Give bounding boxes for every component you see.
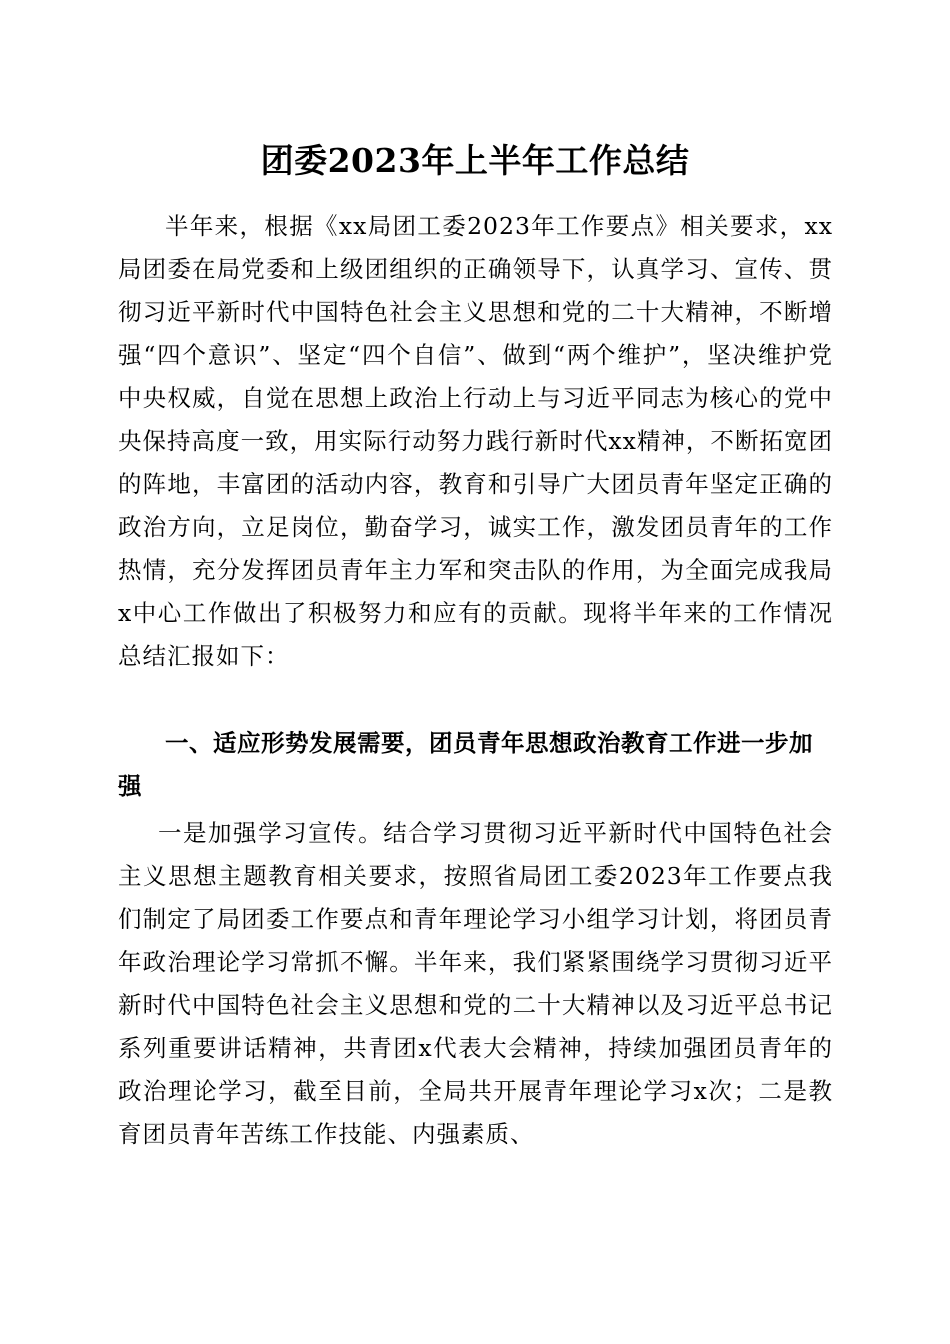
intro-paragraph: 半年来，根据《xx局团工委2023年工作要点》相关要求，xx局团委在局党委和上级团组织的正确领导下，认真学习、宣传、贯彻习近平新时代中国特色社会主义思想和党的二十大精神，不断增强“四个意识”、坚定“四个自信”、做到“两个维护”，坚决维护党中央权威，自觉在思想上政治上行动上与习近平同志为核心的党中央保持高度一致，用实际行动努力践行新时代xx精神，不断拓宽团的阵地，丰富团的活动内容，教育和引导广大团员青年坚定正确的政治方向，立足岗位，勤奋学习，诚实工作，激发团员青年的工作热情，充分发挥团员青年主力军和突击队的作用，为全面完成我局x中心工作做出了积极努力和应有的贡献。现将半年来的工作情况总结汇报如下： (118, 212, 833, 670)
section-text: 结合学习贯彻习近平新时代中国特色社会主义思想主题教育相关要求，按照省局团工委2023年工作要点我们制定了局团委工作要点和青年理论学习小组学习计划，将团员青年政治理论学习常抓不懈。半年来，我们紧紧围绕学习贯彻习近平新时代中国特色社会主义思想和党的二十大精神以及习近平总书记系列重要讲话精神，共青团x代表大会精神，持续加强团员青年的政治理论学习，截至目前，全局共开展青年理论学习x次；二是教育团员青年苦练工作技能、内强素质、 (118, 819, 834, 1148)
section-lead: 一是加强学习宣传。 (158, 819, 384, 847)
document-title: 团委2023年上半年工作总结 (260, 141, 690, 180)
section-paragraph (118, 812, 833, 1156)
section-heading: 一、适应形势发展需要，团员青年思想政治教育工作进一步加强 (118, 729, 813, 800)
